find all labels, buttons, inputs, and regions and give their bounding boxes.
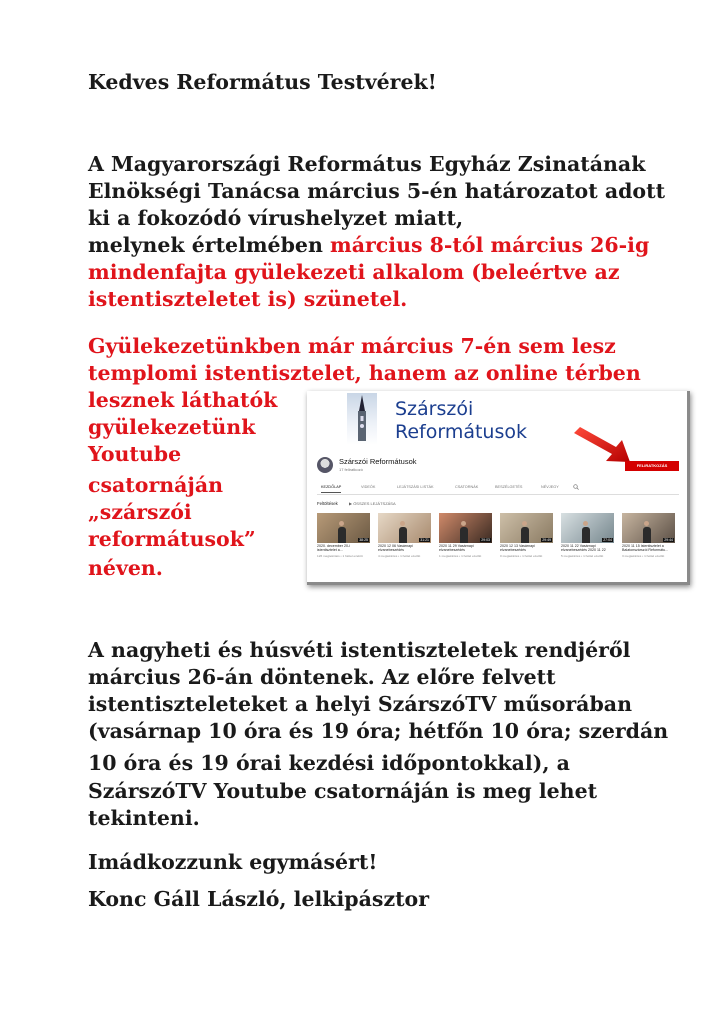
para2-line8: reformátusok” [88,527,256,551]
para3-line3: istentiszteleteket a helyi SzárszóTV műsorában [88,692,632,716]
para3-line5: 10 óra és 19 órai kezdési időpontokkal), a [88,751,570,775]
video-meta: 126 megtekintés • 1 héttel ezelőtt [317,554,363,558]
para2-line6: csatornáján [88,473,224,497]
video-thumbnail[interactable] [622,513,675,543]
para1-line3: ki a fokozódó vírushelyzet miatt, [88,206,464,230]
para3-line1: A nagyheti és húsvéti istentiszteletek rendjéről [88,638,631,662]
video-duration: 29:49 [542,538,551,542]
banner-title-line1: Szárszói [395,398,474,420]
speaker-head [400,521,405,526]
video-duration: 27:04 [603,538,612,542]
para3-line6: SzárszóTV Youtube csatornáján is meg lehet [88,779,598,803]
video-duration: 31:21 [420,538,429,542]
para1-line6: istentiszteletet is) szünetel. [88,287,408,311]
signature: Konc Gáll László, lelkipásztor [88,887,430,911]
speaker-figure [399,527,407,543]
video-thumbnail[interactable] [561,513,614,543]
para3-line7: tekinteni. [88,806,200,830]
speaker-head [644,521,649,526]
tab-videos[interactable]: VIDEÓK [361,485,376,489]
subscriber-count: 17 feliratkozó [339,467,363,472]
search-icon[interactable] [573,484,579,490]
para2-line2: templomi istentisztelet, hanem az online térben [88,361,641,385]
speaker-head [522,521,527,526]
video-meta: 4 megtekintés • 1 héttel ezelőtt [378,554,421,558]
video-title[interactable]: 2020. december 20-i istentisztelet a... [317,544,350,553]
speaker-figure [460,527,468,543]
video-thumbnail[interactable] [439,513,492,543]
video-card[interactable] [622,513,675,558]
para2-line7: „szárszói [88,500,192,524]
video-card[interactable] [378,513,431,558]
tab-playlists[interactable]: LEJÁTSZÁSI LISTÁK [397,485,434,489]
tab-about[interactable]: NÉVJEGY [541,485,559,489]
channel-name: Szárszói Reformátusok [339,457,417,466]
speaker-figure [338,527,346,543]
para1-line1: A Magyarországi Református Egyház Zsinatának [88,152,646,176]
video-title[interactable]: 2020 11 15 Istentisztelet a Balatonszárszói Reformátu... [622,544,669,553]
video-card[interactable] [317,513,370,558]
para1-line4-black: melynek értelmében [88,233,331,257]
speaker-figure [643,527,651,543]
video-title[interactable]: 2020 11 22 Vasárnapi elvanebeszédés 2020 11 22 [561,544,606,553]
church-tower-image [347,393,377,445]
para2-line4: gyülekezetünk [88,415,256,439]
video-title[interactable]: 2020 11 29 Vasárnapi elvanebeszédés [439,544,474,553]
video-thumbnail[interactable] [500,513,553,543]
video-card[interactable] [439,513,492,558]
para1-line4 [88,232,649,260]
uploads-label: Feltöltések [317,501,338,506]
speaker-head [339,521,344,526]
speaker-head [461,521,466,526]
para1-line2: Elnökségi Tanácsa március 5-én határozatot adott [88,179,666,203]
church-tower-icon [347,393,377,445]
video-duration: 29:44 [664,538,673,542]
tab-discussion[interactable]: BESZÉLGETÉS [495,485,523,489]
greeting: Kedves Református Testvérek! [88,70,437,94]
para2-line9: néven. [88,556,163,580]
para2-line5: Youtube [88,442,182,466]
video-title[interactable]: 2020 12 06 Vasárnapi elvanebeszédés [378,544,413,553]
tab-channels[interactable]: CSATORNÁK [455,485,479,489]
para3-line2: március 26-án döntenek. Az előre felvett [88,665,556,689]
video-title[interactable]: 2020 12 13 Vasárnapi elvanebeszédés [500,544,535,553]
closing-line: Imádkozzunk egymásért! [88,850,378,874]
subscribe-button[interactable]: FELIRATKOZÁS [625,461,679,471]
para3-line4: (vasárnap 10 óra és 19 óra; hétfőn 10 óra; szerdán [88,719,669,743]
channel-tabs [317,483,679,495]
speaker-head [583,521,588,526]
video-meta: 5 megtekintés • 1 héttel ezelőtt [561,554,604,558]
red-arrow-icon [572,427,642,465]
video-duration: 29:03 [481,538,490,542]
video-meta: 1 megtekintés • 1 héttel ezelőtt [439,554,482,558]
banner-title-line2: Reformátusok [395,421,527,443]
para1-line4-red: március 8-tól március 26-ig [330,233,650,257]
video-duration: 38:25 [359,538,368,542]
play-all-button[interactable]: ▶ ÖSSZES LEJÁTSZÁSA [349,501,396,506]
video-thumbnail[interactable] [317,513,370,543]
video-thumbnail[interactable] [378,513,431,543]
video-card[interactable] [500,513,553,558]
para1-line5: mindenfajta gyülekezeti alkalom (beleértve az [88,260,620,284]
video-meta: 0 megtekintés • 1 héttel ezelőtt [500,554,543,558]
para2-line1: Gyülekezetünkben már március 7-én sem lesz [88,334,616,358]
tab-home[interactable]: KEZDŐLAP [321,485,341,493]
youtube-channel-screenshot [307,391,690,585]
speaker-figure [521,527,529,543]
video-meta: 3 megtekintés • 1 héttel ezelőtt [622,554,665,558]
video-card[interactable] [561,513,614,558]
channel-avatar [317,457,333,473]
para2-line3: lesznek láthatók [88,388,278,412]
speaker-figure [582,527,590,543]
